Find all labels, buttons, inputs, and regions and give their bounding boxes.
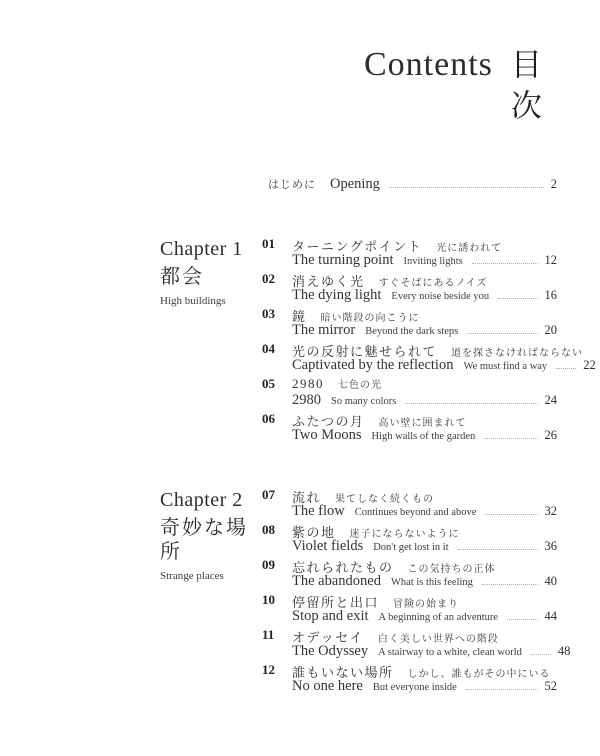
- entry-number: 12: [262, 662, 275, 677]
- entry-title-japanese: 停留所と出口: [292, 595, 380, 610]
- entry-subtitle-english: But everyone inside: [372, 682, 457, 693]
- entry-subtitle-english: A stairway to a white, clean world: [378, 647, 522, 658]
- entry-subtitle-japanese: すぐそばにあるノイズ: [378, 278, 488, 289]
- toc-entry: [262, 627, 571, 662]
- entry-english-line: [292, 678, 557, 697]
- entry-subtitle-japanese: 光に誘われて: [436, 243, 503, 254]
- toc-entry: [262, 662, 557, 697]
- page-number: 32: [544, 504, 557, 518]
- entry-subtitle-english: A beginning of an adventure: [378, 612, 499, 623]
- chapter-title-japanese: 都会: [160, 266, 204, 288]
- page-title-japanese-vertical: 目次: [505, 48, 541, 130]
- entry-number: 09: [262, 557, 275, 572]
- chapter-subtitle-english: High buildings: [160, 295, 226, 307]
- entry-subtitle-english: Inviting lights: [403, 256, 463, 267]
- dotted-leader-line: [467, 333, 537, 334]
- entry-number: 02: [262, 271, 275, 286]
- entry-japanese-line: [292, 627, 557, 643]
- page-number: 12: [544, 253, 557, 267]
- dotted-leader-line: [482, 584, 538, 585]
- entry-number: 01: [262, 236, 275, 251]
- entry-japanese-line: [292, 236, 557, 252]
- entry-number: 05: [262, 376, 275, 391]
- dotted-leader-line: [556, 368, 576, 369]
- entry-number: 03: [262, 306, 275, 321]
- entry-english-line: [292, 573, 557, 592]
- entry-subtitle-japanese: 迷子にならないように: [349, 529, 460, 540]
- entry-title-japanese: 流れ: [292, 490, 322, 505]
- chapter-section: [160, 236, 596, 446]
- entry-subtitle-english: What is this feeling: [390, 577, 473, 588]
- entry-japanese-line: [292, 592, 557, 608]
- entry-japanese-line: [292, 522, 557, 538]
- dotted-leader-line: [498, 298, 537, 299]
- chapters-root: [160, 236, 596, 738]
- entry-english-line: [292, 643, 571, 662]
- chapter-heading: [160, 489, 260, 582]
- entry-number: 07: [262, 487, 275, 502]
- entry-title-japanese: 消えゆく光: [292, 274, 365, 289]
- entry-subtitle-japanese: 高い壁に囲まれて: [378, 418, 467, 429]
- page-number: 52: [544, 679, 557, 693]
- toc-entry: [262, 592, 557, 627]
- entry-japanese-line: [292, 306, 557, 322]
- entry-subtitle-japanese: 暗い階段の向こうに: [320, 313, 420, 324]
- toc-entry: [262, 376, 557, 411]
- opening-row: [268, 176, 557, 193]
- chapter-label: Chapter 2: [160, 489, 243, 511]
- entry-title-english: The turning point: [292, 252, 394, 268]
- entry-subtitle-japanese: しかし、誰もがその中にいる: [407, 669, 551, 680]
- entry-japanese-line: [292, 662, 557, 678]
- entry-list: [262, 236, 596, 446]
- entry-subtitle-english: Every noise beside you: [391, 291, 490, 302]
- page-title: [364, 44, 539, 130]
- dotted-leader-line: [507, 619, 537, 620]
- page-number: 22: [583, 358, 596, 372]
- dotted-leader-line: [484, 438, 537, 439]
- page-number: 40: [544, 574, 557, 588]
- entry-japanese-line: [292, 341, 584, 359]
- entry-title-english: The Odyssey: [292, 643, 369, 659]
- entry-english-line: [292, 392, 557, 411]
- entry-english-line: [292, 503, 557, 522]
- entry-english-line: [292, 252, 557, 271]
- opening-label-japanese: はじめに: [268, 179, 316, 191]
- page-number: 44: [544, 609, 557, 623]
- entry-title-japanese: 鏡: [292, 309, 307, 324]
- entry-subtitle-japanese: 果てしなく続くもの: [335, 494, 435, 505]
- entry-japanese-line: [292, 376, 557, 392]
- entry-title-japanese: 誰もいない場所: [292, 665, 394, 680]
- chapter-title-japanese: 奇妙な場所: [160, 517, 248, 563]
- page-number: 26: [544, 428, 557, 442]
- entry-title-english: The mirror: [292, 322, 356, 338]
- entry-english-line: [292, 538, 557, 557]
- entry-subtitle-english: So many colors: [331, 396, 397, 407]
- page-number: 36: [544, 539, 557, 553]
- entry-title-japanese: ターニングポイント: [292, 239, 423, 254]
- dotted-leader-line: [458, 549, 538, 550]
- entry-title-english: The flow: [292, 503, 345, 519]
- entry-subtitle-english: Don't get lost in it: [373, 542, 449, 553]
- entry-list: [262, 487, 571, 697]
- toc-entry: [262, 236, 557, 271]
- toc-entry: [262, 411, 557, 446]
- entry-subtitle-japanese: 冒険の始まり: [393, 599, 460, 610]
- entry-title-english: 2980: [292, 392, 321, 408]
- entry-title-japanese: 忘れられたもの: [292, 560, 394, 575]
- entry-japanese-line: [292, 271, 557, 287]
- page-number: 20: [544, 323, 557, 337]
- chapter-subtitle-english: Strange places: [160, 570, 224, 582]
- entry-title-english: The dying light: [292, 287, 382, 303]
- entry-subtitle-japanese: 七色の光: [338, 380, 382, 391]
- entry-japanese-line: [292, 487, 557, 503]
- dotted-leader-line: [472, 263, 538, 264]
- entry-title-english: The abandoned: [292, 573, 381, 589]
- dotted-leader-line: [485, 514, 537, 515]
- entry-title-english: Two Moons: [292, 427, 362, 443]
- entry-title-english: Violet fields: [292, 538, 364, 554]
- entry-number: 04: [262, 341, 275, 356]
- entry-subtitle-japanese: この気持ちの正体: [407, 564, 496, 575]
- entry-title-japanese: 2980: [292, 376, 324, 391]
- entry-title-japanese: ふたつの月: [292, 414, 365, 429]
- page-number: 16: [544, 288, 557, 302]
- dotted-leader-line: [531, 654, 551, 655]
- dotted-leader-line: [405, 403, 537, 404]
- entry-subtitle-english: Continues beyond and above: [354, 507, 477, 518]
- chapter-heading: [160, 238, 260, 307]
- entry-subtitle-english: We must find a way: [463, 361, 548, 372]
- entry-number: 10: [262, 592, 275, 607]
- page-title-english: Contents: [364, 46, 493, 83]
- toc-entry: [262, 522, 557, 557]
- entry-title-english: Captivated by the reflection: [292, 357, 454, 373]
- chapter-section: [160, 487, 571, 697]
- page-number: 2: [550, 177, 557, 191]
- opening-label-english: Opening: [330, 176, 380, 192]
- toc-entry: [262, 487, 557, 522]
- entry-subtitle-japanese: 道を探さなければならない: [451, 348, 584, 359]
- toc-entry: [262, 306, 557, 341]
- entry-number: 06: [262, 411, 275, 426]
- entry-japanese-line: [292, 557, 557, 573]
- page-number: 24: [544, 393, 557, 407]
- entry-subtitle-japanese: 白く美しい世界への階段: [377, 634, 499, 645]
- entry-title-english: No one here: [292, 678, 363, 694]
- chapter-label: Chapter 1: [160, 238, 243, 260]
- entry-english-line: [292, 427, 557, 446]
- toc-entry: [262, 557, 557, 592]
- toc-entry: [262, 341, 596, 376]
- entry-subtitle-english: Beyond the dark steps: [365, 326, 459, 337]
- dotted-leader-line: [466, 689, 538, 690]
- page-number: 48: [557, 644, 571, 658]
- dotted-leader-line: [389, 187, 544, 188]
- entry-title-japanese: オデッセイ: [292, 630, 364, 645]
- entry-english-line: [292, 357, 596, 376]
- entry-title-japanese: 紫の地: [292, 525, 336, 540]
- entry-number: 11: [262, 627, 275, 642]
- entry-title-english: Stop and exit: [292, 608, 369, 624]
- entry-japanese-line: [292, 411, 557, 427]
- entry-english-line: [292, 608, 557, 627]
- entry-title-japanese: 光の反射に魅せられて: [292, 344, 438, 359]
- entry-number: 08: [262, 522, 275, 537]
- entry-subtitle-english: High walls of the garden: [371, 431, 476, 442]
- entry-english-line: [292, 287, 557, 306]
- toc-entry: [262, 271, 557, 306]
- entry-english-line: [292, 322, 557, 341]
